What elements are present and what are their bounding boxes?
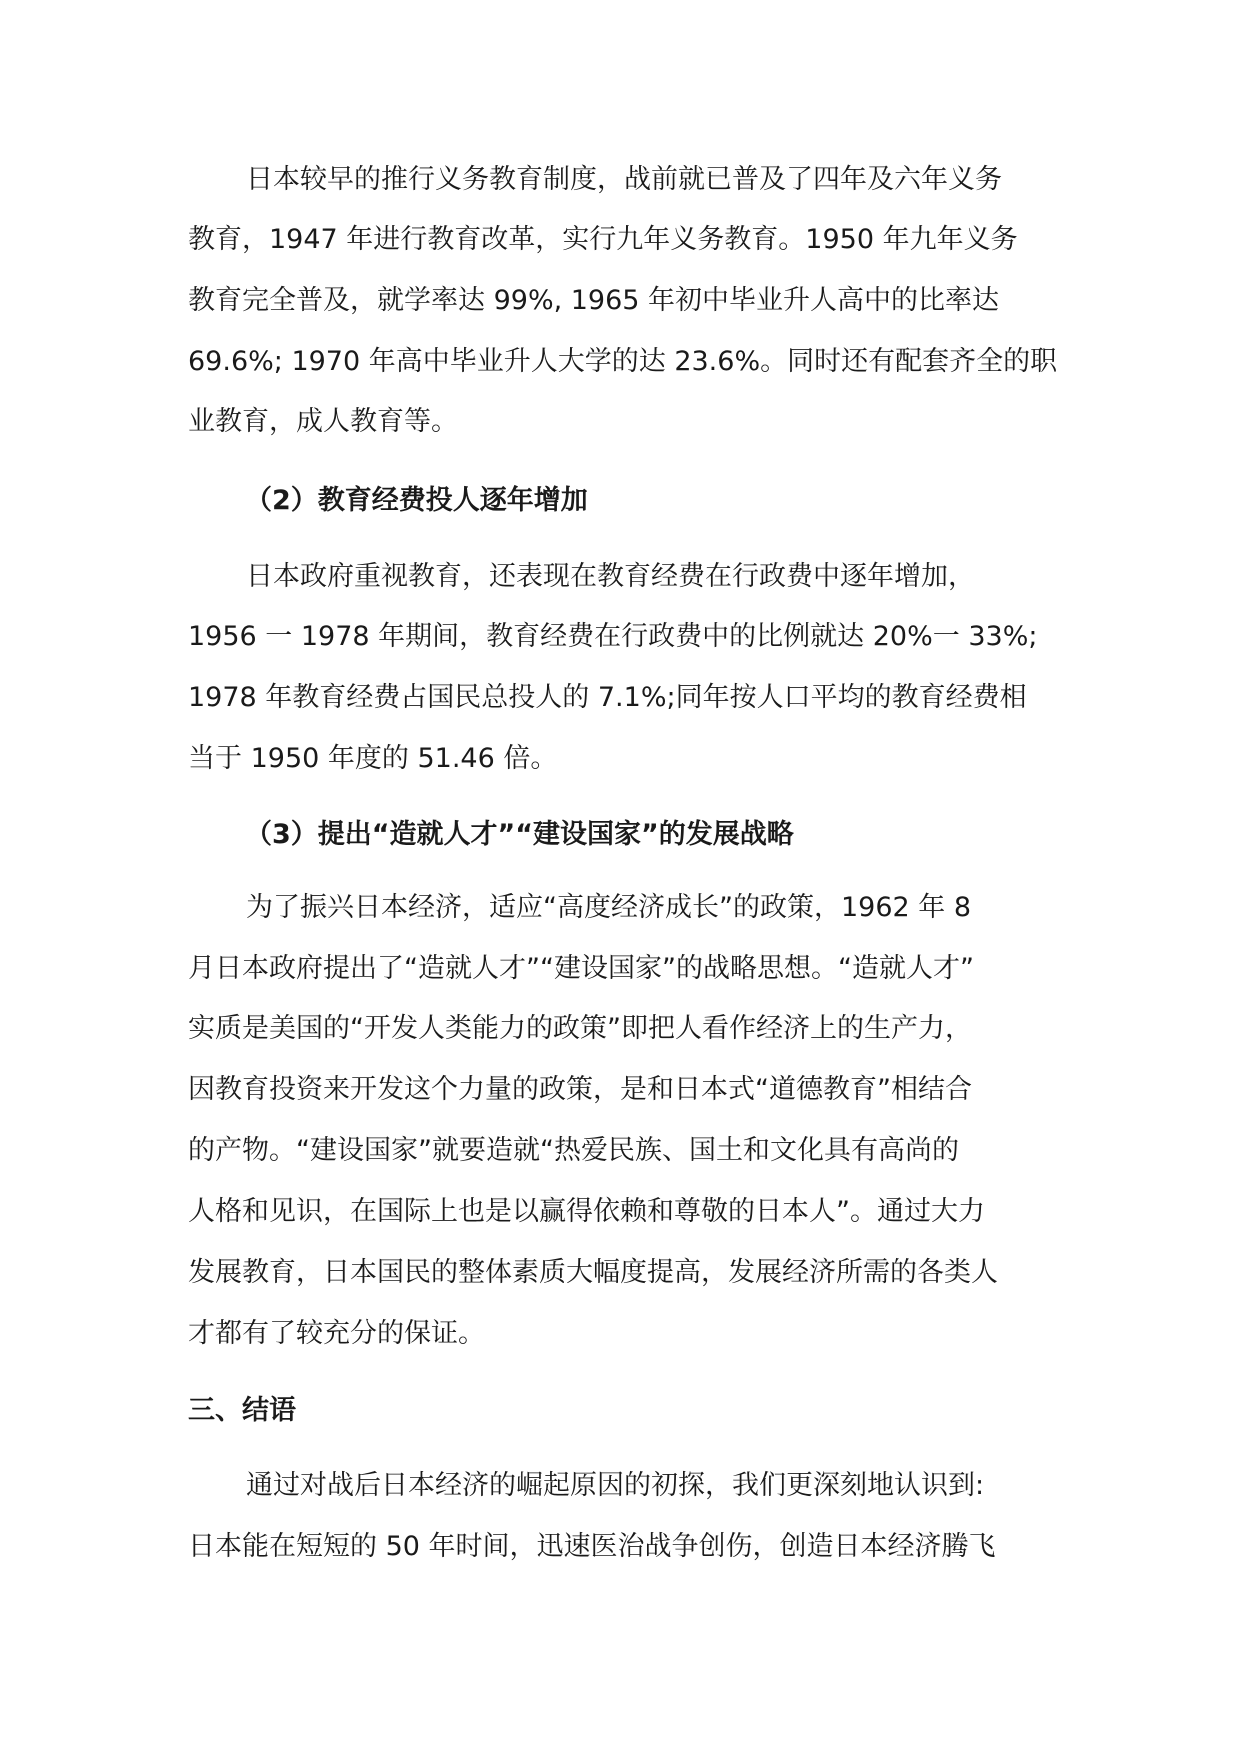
paragraph-line: 业教育，成人教育等。 xyxy=(188,406,458,437)
paragraph-line: 69.6%; 1970 年高中毕业升人大学的达 23.6%。同时还有配套齐全的职 xyxy=(188,346,1058,377)
paragraph-line: 当于 1950 年度的 51.46 倍。 xyxy=(188,743,558,774)
subsection-heading-development-strategy: （3）提出“造就人才”“建设国家”的发展战略 xyxy=(245,819,794,850)
paragraph-line: 日本较早的推行义务教育制度，战前就已普及了四年及六年义务 xyxy=(246,164,1002,195)
subsection-heading-education-funding: （2）教育经费投人逐年增加 xyxy=(245,485,588,516)
paragraph-line: 1956 一 1978 年期间，教育经费在行政费中的比例就达 20%一 33%; xyxy=(188,621,1038,652)
paragraph-line: 教育完全普及，就学率达 99%, 1965 年初中毕业升人高中的比率达 xyxy=(188,285,1000,316)
paragraph-line: 才都有了较充分的保证。 xyxy=(188,1318,485,1349)
paragraph-line: 日本能在短短的 50 年时间，迅速医治战争创伤，创造日本经济腾飞 xyxy=(188,1531,996,1562)
paragraph-line: 为了振兴日本经济，适应“高度经济成长”的政策，1962 年 8 xyxy=(246,892,972,923)
paragraph-line: 的产物。“建设国家”就要造就“热爱民族、国土和文化具有高尚的 xyxy=(188,1135,959,1166)
paragraph-line: 日本政府重视教育，还表现在教育经费在行政费中逐年增加， xyxy=(246,561,975,592)
paragraph-line: 因教育投资来开发这个力量的政策，是和日本式“道德教育”相结合 xyxy=(188,1074,972,1105)
paragraph-line: 1978 年教育经费占国民总投人的 7.1%;同年按人口平均的教育经费相 xyxy=(188,682,1027,713)
section-heading-conclusion: 三、结语 xyxy=(188,1395,296,1426)
paragraph-line: 发展教育，日本国民的整体素质大幅度提高，发展经济所需的各类人 xyxy=(188,1257,998,1288)
paragraph-line: 实质是美国的“开发人类能力的政策”即把人看作经济上的生产力， xyxy=(188,1013,972,1044)
paragraph-line: 教育，1947 年进行教育改革，实行九年义务教育。1950 年九年义务 xyxy=(188,224,1018,255)
paragraph-line: 月日本政府提出了“造就人才”“建设国家”的战略思想。“造就人才” xyxy=(188,953,974,984)
paragraph-line: 通过对战后日本经济的崛起原因的初探，我们更深刻地认识到: xyxy=(246,1470,985,1501)
paragraph-line: 人格和见识，在国际上也是以赢得依赖和尊敬的日本人”。通过大力 xyxy=(188,1196,985,1227)
